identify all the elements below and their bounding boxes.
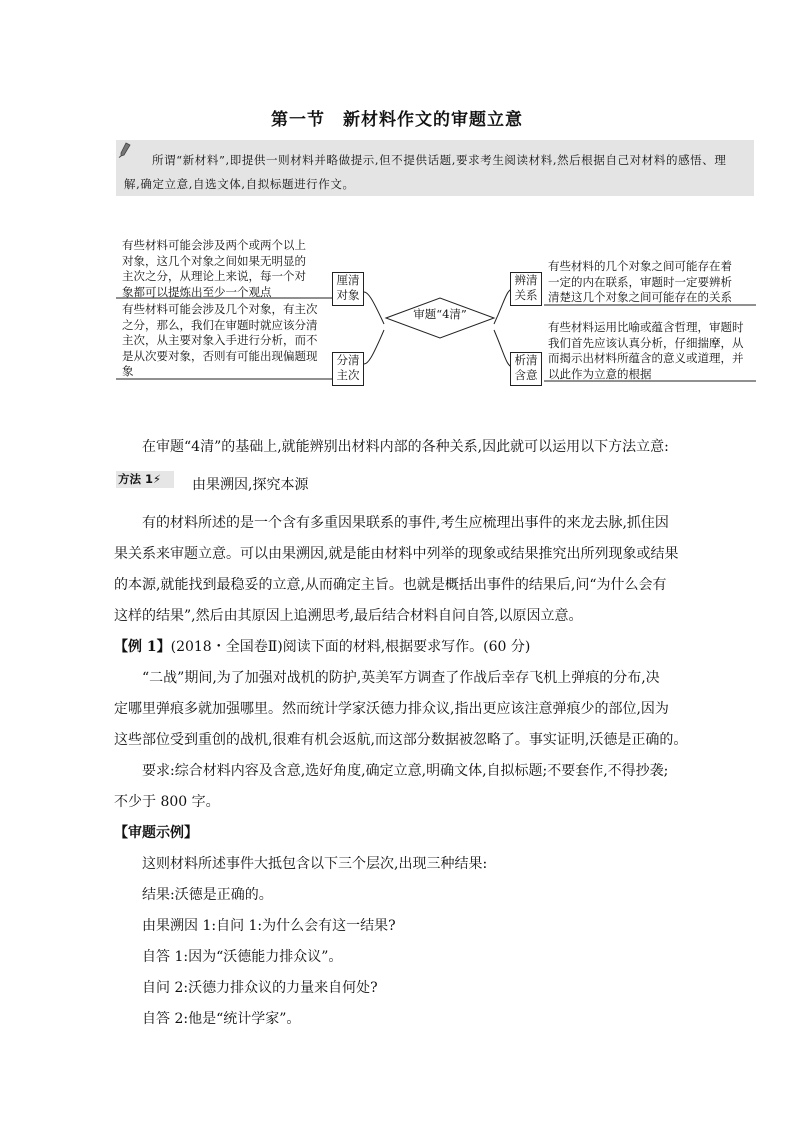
node-primary-secondary: 分清主次 [332, 352, 364, 386]
node-relations: 辨清关系 [510, 272, 542, 306]
body-line-4: 这样的结果”,然后由其原因上追溯思考,最后结合材料自问自答,以原因立意。 [114, 608, 583, 624]
mindmap-center: 审题“4清” [413, 307, 467, 321]
method-tag: 方法 1⚡ [116, 471, 174, 488]
demo-line-2: 结果:沃德是正确的。 [142, 887, 273, 903]
page-title: 第一节 新材料作文的审题立意 [271, 110, 523, 130]
mindmap-text-2: 有些材料可能会涉及几个对象，有主次 之分，那么，我们在审题时就应该分清 主次，从主要对象入手进行分析，而不 是从次要对象，否则有可能出现偏题现 象 [122, 302, 318, 378]
example-source: (2018・全国卷Ⅱ)阅读下面的材料,根据要求写作。(60 分) [170, 639, 531, 655]
pen-icon [118, 142, 132, 158]
method-heading: 由果溯因,探究本源 [192, 477, 309, 493]
demo-line-1: 这则材料所述事件大抵包含以下三个层次,出现三种结果: [142, 856, 488, 872]
body-line-2: 果关系来审题立意。可以由果溯因,就是能由材料中列举的现象或结果推究出所列现象或结果 [114, 546, 679, 562]
intro-line-2: 解,确定立意,自选文体,自拟标题进行作文。 [124, 177, 355, 191]
example-header [114, 632, 794, 663]
lightning-icon: ⚡ [153, 472, 162, 486]
mindmap-text-4: 有些材料运用比喻或蕴含哲理，审题时 我们首先应该认真分析，仔细揣摩，从 而揭示出材料所蕴含的意义或道理，并 以此作为立意的根据 [548, 320, 744, 381]
demo-label: 【审题示例】 [114, 825, 198, 841]
mindmap-text-1: 有些材料可能会涉及两个或两个以上 对象，这几个对象之间如果无明显的 主次之分，从理论上来说，每一个对 象都可以提炼出至少一个观点 [122, 238, 306, 299]
mindmap-text-3: 有些材料的几个对象之间可能存在着 一定的内在联系，审题时一定要辨析 清楚这几个对象之间可能存在的关系 [548, 259, 732, 304]
demo-line-4: 自答 1:因为“沃德能力排众议”。 [142, 949, 343, 965]
demo-line-3: 由果溯因 1:自问 1:为什么会有这一结果? [142, 918, 396, 934]
demo-line-5: 自问 2:沃德力排众议的力量来自何处? [142, 980, 378, 996]
node-meaning: 析清含意 [510, 352, 542, 386]
body-line-1: 有的材料所述的是一个含有多重因果联系的事件,考生应梳理出事件的来龙去脉,抓住因 [142, 515, 669, 531]
lead-paragraph: 在审题“4清”的基础上,就能辨别出材料内部的各种关系,因此就可以运用以下方法立意: [142, 439, 669, 455]
node-identify-objects: 厘清对象 [332, 272, 364, 306]
body-line-3: 的本源,就能找到最稳妥的立意,从而确定主旨。也就是概括出事件的结果后,问“为什么会有 [114, 577, 667, 593]
intro-line-1: 所谓“新材料”,即提供一则材料并略做提示,但不提供话题,要求考生阅读材料,然后根据自己对材料的感悟、理 [152, 153, 727, 167]
example-requirement-1: 要求:综合材料内容及含意,选好角度,确定立意,明确文体,自拟标题;不要套作,不得抄袭; [142, 763, 669, 779]
example-line-3: 这些部位受到重创的战机,很难有机会返航,而这部分数据被忽略了。事实证明,沃德是正确的。 [114, 732, 688, 748]
example-label: 【例 1】 [114, 639, 171, 655]
example-line-2: 定哪里弹痕多就加强哪里。然而统计学家沃德力排众议,指出更应该注意弹痕少的部位,因为 [114, 701, 669, 717]
example-requirement-2: 不少于 800 字。 [114, 794, 220, 810]
example-line-1: “二战”期间,为了加强对战机的防护,英美军方调查了作战后幸存飞机上弹痕的分布,决 [142, 670, 660, 686]
demo-line-6: 自答 2:他是“统计学家”。 [142, 1011, 301, 1027]
